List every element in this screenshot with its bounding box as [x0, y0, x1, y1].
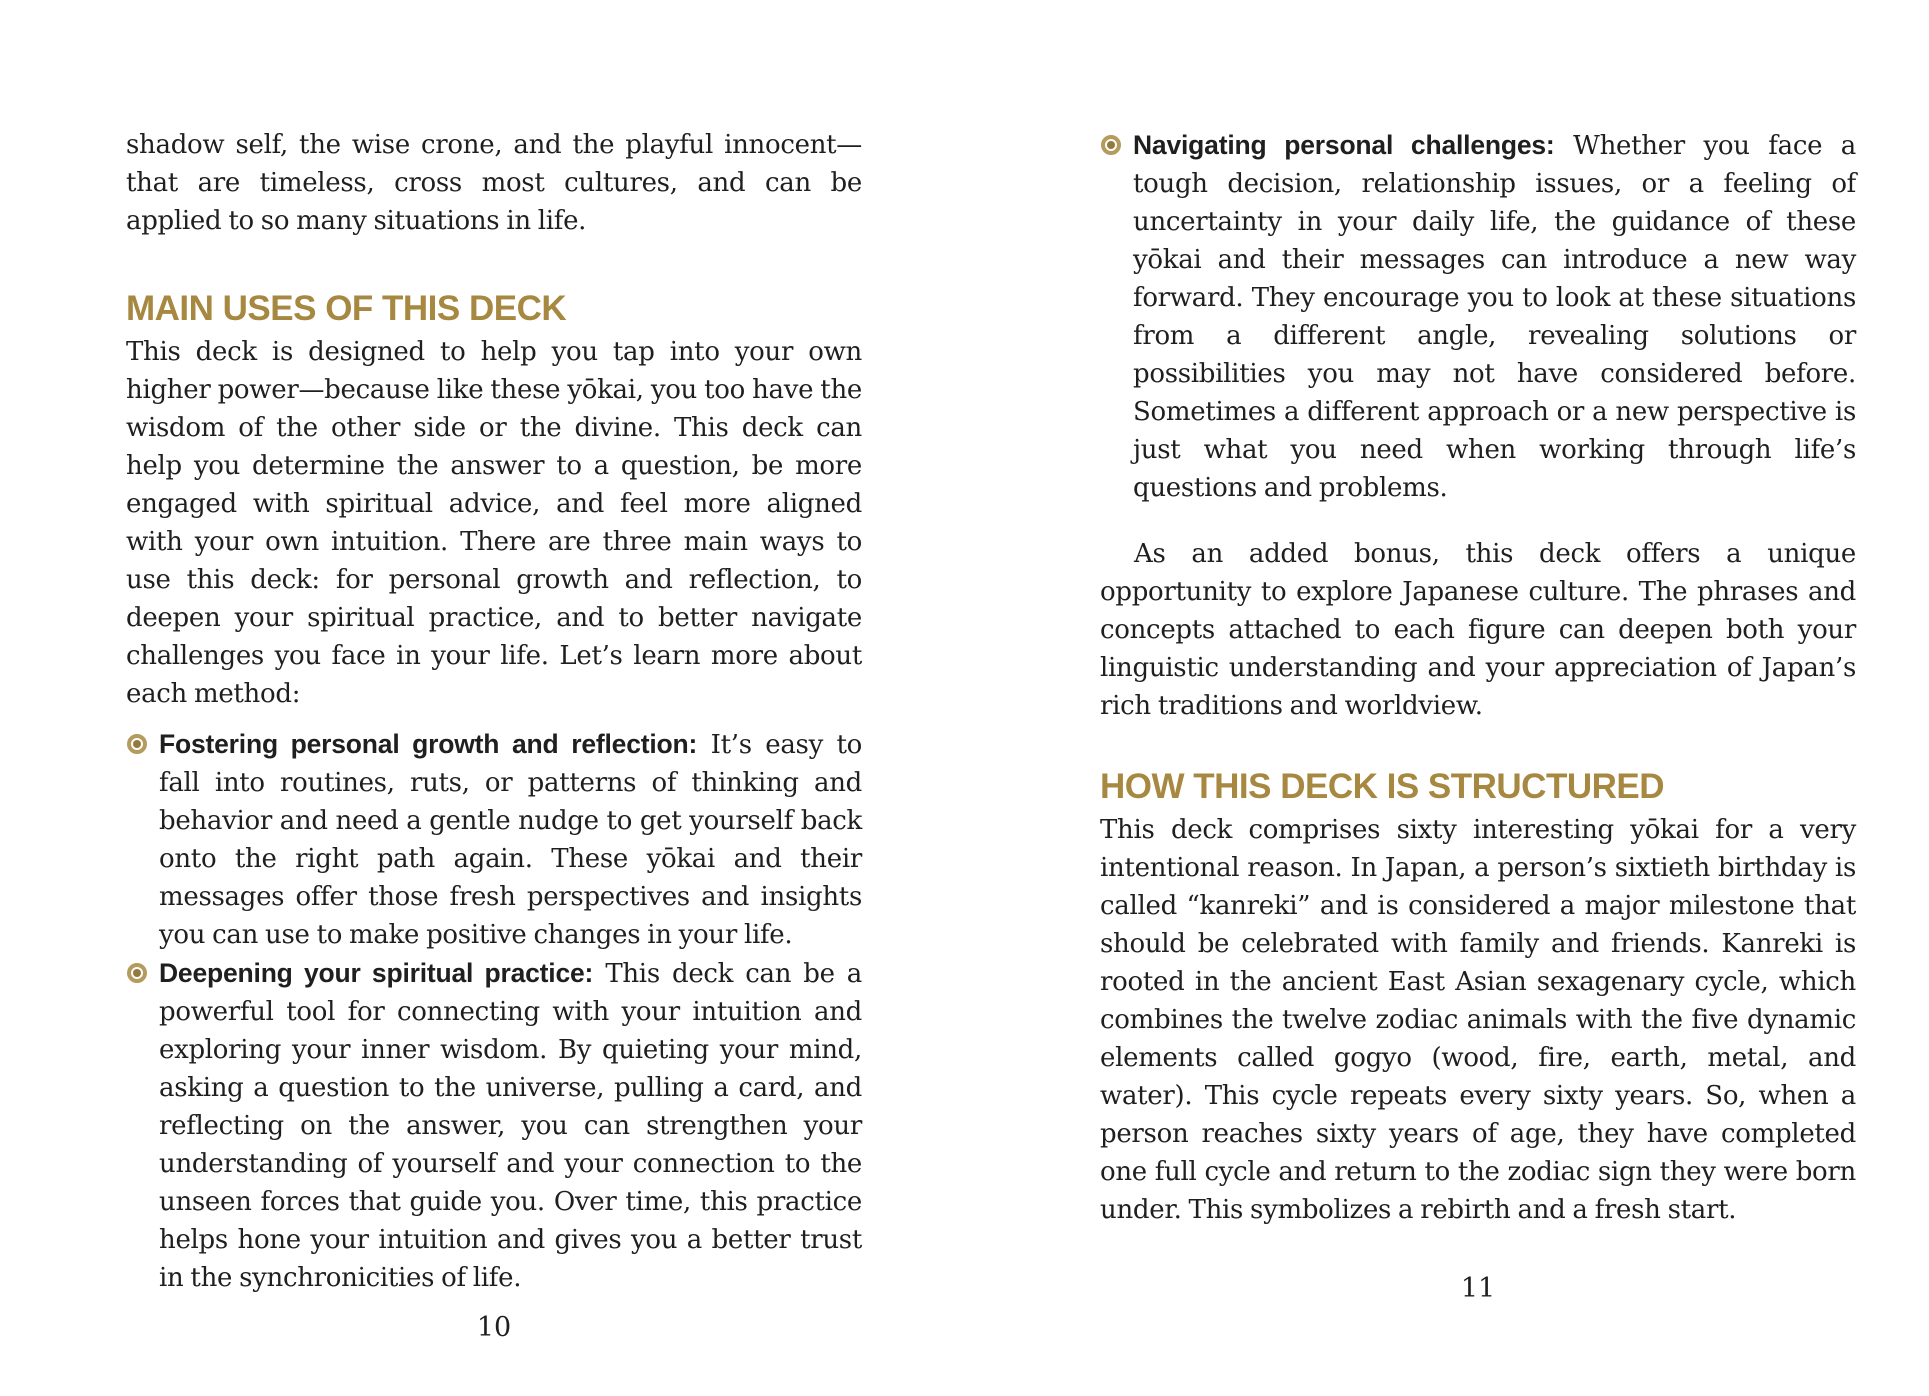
list-item-label: Fostering personal growth and reflection: — [159, 729, 698, 759]
section-heading-deck-structure: HOW THIS DECK IS STRUCTURED — [1100, 767, 1664, 806]
structure-paragraph: This deck comprises sixty interesting yōkai for a very intentional reason. In Japan, a person’s sixtieth birthday is called “kanreki” and is considered a major milestone that should be celebrated with family and friends. Kanreki is rooted in the ancient East Asian sexagenary cycle, which combines the twelve zodiac animals with the five dynamic elements called gogyo (wood, fire, earth, metal, and water). This cycle repeats every sixty years. So, when a person reaches sixty years of age, they have completed one full cycle and return to the zodiac sign they were born under. This symbolizes a rebirth and a fresh start. — [1100, 815, 1856, 1225]
ringed-bullet-icon — [127, 734, 147, 754]
continuation-paragraph: shadow self, the wise crone, and the playful innocent—that are timeless, cross most cultures, and can be applied to so many situations in life. — [126, 130, 862, 236]
list-item-navigating-challenges — [1100, 126, 1856, 507]
page-right — [1100, 126, 1856, 1304]
list-item-text: It’s easy to fall into routines, ruts, or patterns of thinking and behavior and need a gentle nudge to get yourself back onto the right path again. These yōkai and their messages offer those fresh perspectives and insights you can use to make positive changes in your life. — [159, 730, 863, 950]
ringed-bullet-icon — [127, 963, 147, 983]
list-item-deepening-practice — [126, 954, 862, 1297]
bullet-dot — [133, 740, 141, 748]
uses-list-continued — [1100, 126, 1856, 507]
list-item-label: Deepening your spiritual practice: — [159, 958, 594, 988]
ringed-bullet-icon — [1101, 135, 1121, 155]
bullet-dot — [1107, 141, 1115, 149]
section-heading-main-uses: MAIN USES OF THIS DECK — [126, 289, 567, 328]
list-item-text: Whether you face a tough decision, relationship issues, or a feeling of uncertainty in your daily life, the guidance of these yōkai and their messages can introduce a new way forward. They encourage you to look at these situations from a different angle, revealing solutions or possibilities you may not have considered before. Sometimes a different approach or a new perspective is just what you need when working through life’s questions and problems. — [1133, 131, 1856, 503]
page-left — [126, 126, 862, 1343]
list-item-label: Navigating personal challenges: — [1133, 130, 1555, 160]
list-item-fostering-growth — [126, 725, 862, 954]
intro-paragraph: This deck is designed to help you tap into your own higher power—because like these yōkai, you too have the wisdom of the other side or the divine. This deck can help you determine the answer to a question, be more engaged with spiritual advice, and feel more aligned with your own intuition. There are three main ways to use this deck: for personal growth and reflection, to deepen your spiritual practice, and to better navigate challenges you face in your life. Let’s learn more about each method: — [126, 337, 862, 709]
page-number-right: 11 — [1460, 1273, 1496, 1304]
page-number-left: 10 — [476, 1312, 512, 1343]
bonus-paragraph: As an added bonus, this deck offers a unique opportunity to explore Japanese culture. The phrases and concepts attached to each figure can deepen both your linguistic understanding and your appreciation of Japan’s rich traditions and worldview. — [1100, 539, 1856, 721]
bullet-dot — [133, 969, 141, 977]
list-item-text: This deck can be a powerful tool for connecting with your intuition and exploring your inner wisdom. By quieting your mind, asking a question to the universe, pulling a card, and reflecting on the answer, you can strengthen your understanding of yourself and your connection to the unseen forces that guide you. Over time, this practice helps hone your intuition and gives you a better trust in the synchronicities of life. — [159, 959, 863, 1293]
uses-list — [126, 725, 862, 1297]
